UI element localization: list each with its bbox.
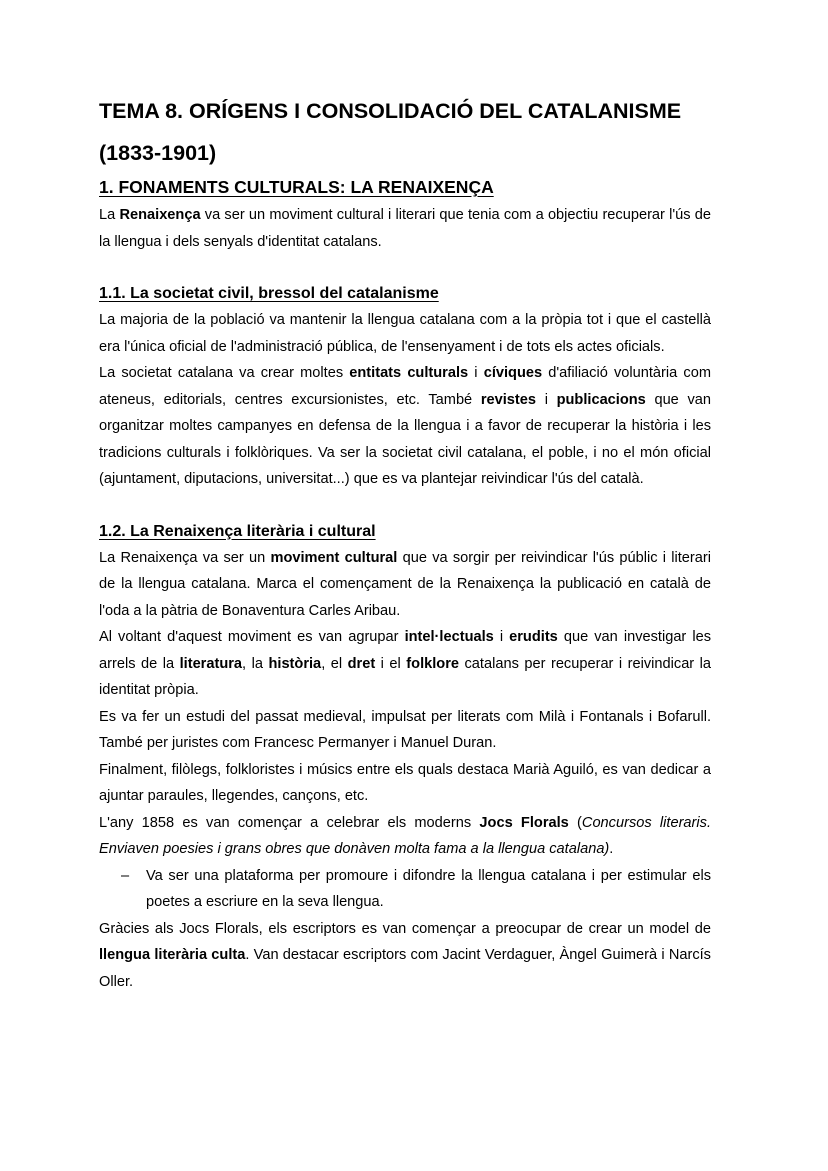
section12-paragraph-6 <box>99 916 711 996</box>
section12-paragraph-2 <box>99 624 711 704</box>
text-run: ( <box>568 814 582 831</box>
section11-paragraph-1: La majoria de la població va mantenir la llengua catalana com a la pròpia tot i que el castellà era l'única oficial de l'administració pública, de l'ensenyament i de tots els actes oficials. <box>99 312 711 355</box>
text-run: , la <box>242 655 269 672</box>
bold-term: erudits <box>509 629 558 645</box>
dash-bullet-icon: – <box>121 867 130 884</box>
section12-paragraph-4: Finalment, filòlegs, folkloristes i músics entre els quals destaca Marià Aguiló, es van dedicar a ajuntar paraules, llegendes, cançons, etc. <box>99 761 711 804</box>
text-run: i el <box>375 655 407 672</box>
bold-term: folklore <box>406 655 460 672</box>
section1-heading: 1. FONAMENTS CULTURALS: LA RENAIXENÇA <box>99 177 494 197</box>
text-run: i <box>493 629 510 645</box>
bold-term: publicacions <box>556 391 646 408</box>
text-run: La Renaixença va ser un <box>99 549 271 566</box>
text-run: Gràcies als Jocs Florals, els escriptors es van començar a preocupar de crear un model de <box>99 920 711 937</box>
document-page <box>99 90 711 995</box>
bullet-text: Va ser una plataforma per promoure i difondre la llengua catalana i per estimular els poetes a escriure en la seva llengua. <box>146 867 711 910</box>
bold-term: Jocs Florals <box>479 814 569 831</box>
document-title-line1: TEMA 8. ORÍGENS I CONSOLIDACIÓ DEL CATALANISME <box>99 99 682 123</box>
bold-term: intel·lectuals <box>404 629 494 645</box>
document-title-line2: (1833-1901) <box>99 141 217 165</box>
text-run: . <box>609 841 614 857</box>
text-run: que van organitzar moltes campanyes en defensa de la llengua i a favor de recuperar la història i les tradicions culturals i folklòriques. Va ser la societat civil catalana, el poble, i no el món oficial (ajuntament, diputacions, universitat...) que es va plantejar reivindicar l'ús del català. <box>99 391 711 487</box>
text-run: i <box>536 391 557 408</box>
text-run: La societat catalana va crear moltes <box>99 365 350 381</box>
spacer <box>99 493 711 519</box>
text-run: d'afiliació voluntària com ateneus, editorials, centres excursionistes, etc. També <box>99 365 711 408</box>
bold-term: entitats culturals <box>349 365 469 381</box>
section11-paragraph-2 <box>99 360 711 493</box>
bold-term: història <box>268 655 322 672</box>
text-run: i <box>468 365 484 381</box>
section12-paragraph-3: Es va fer un estudi del passat medieval, impulsat per literats com Milà i Fontanals i Bofarull. També per juristes com Francesc Permanyer i Manuel Duran. <box>99 708 711 751</box>
spacer <box>99 255 711 281</box>
section1-intro-paragraph <box>99 202 711 255</box>
text-run: Al voltant d'aquest moviment es van agrupar <box>99 629 405 645</box>
bold-term: literatura <box>179 655 243 672</box>
text-run: L'any 1858 es van començar a celebrar els moderns <box>99 814 480 831</box>
document-title <box>99 90 711 174</box>
text-run: que van investigar les arrels de la <box>99 629 711 672</box>
text-run: va ser un moviment cultural i literari que tenia com a objectiu recuperar l'ús de la llengua i dels senyals d'identitat catalans. <box>99 207 711 250</box>
bold-term: revistes <box>480 391 537 408</box>
section12-heading: 1.2. La Renaixença literària i cultural <box>99 522 376 540</box>
section12-paragraph-1 <box>99 545 711 625</box>
text-run: , el <box>321 655 348 672</box>
bold-term: moviment cultural <box>270 549 398 566</box>
text-run: catalans per recuperar i reivindicar la identitat pròpia. <box>99 655 712 698</box>
bold-term: dret <box>347 655 376 672</box>
bold-term: cíviques <box>483 365 543 381</box>
text-run: . Van destacar escriptors com Jacint Verdaguer, Àngel Guimerà i Narcís Oller. <box>99 947 711 990</box>
bold-term: Renaixença <box>119 207 201 223</box>
text-run: que va sorgir per reivindicar l'ús públic i literari de la llengua catalana. Marca el començament de la Renaixença la publicació en català de l'oda a la pàtria de Bonaventura Carles Aribau. <box>99 549 711 619</box>
text-run: La <box>99 207 120 223</box>
section11-heading: 1.1. La societat civil, bressol del catalanisme <box>99 285 439 302</box>
bullet-item <box>99 863 711 916</box>
italic-note: Concursos literaris. Enviaven poesies i grans obres que donàven molta fama a la llengua catalana) <box>99 814 711 857</box>
bold-term: llengua literària culta <box>99 947 246 963</box>
section12-paragraph-5 <box>99 810 711 863</box>
